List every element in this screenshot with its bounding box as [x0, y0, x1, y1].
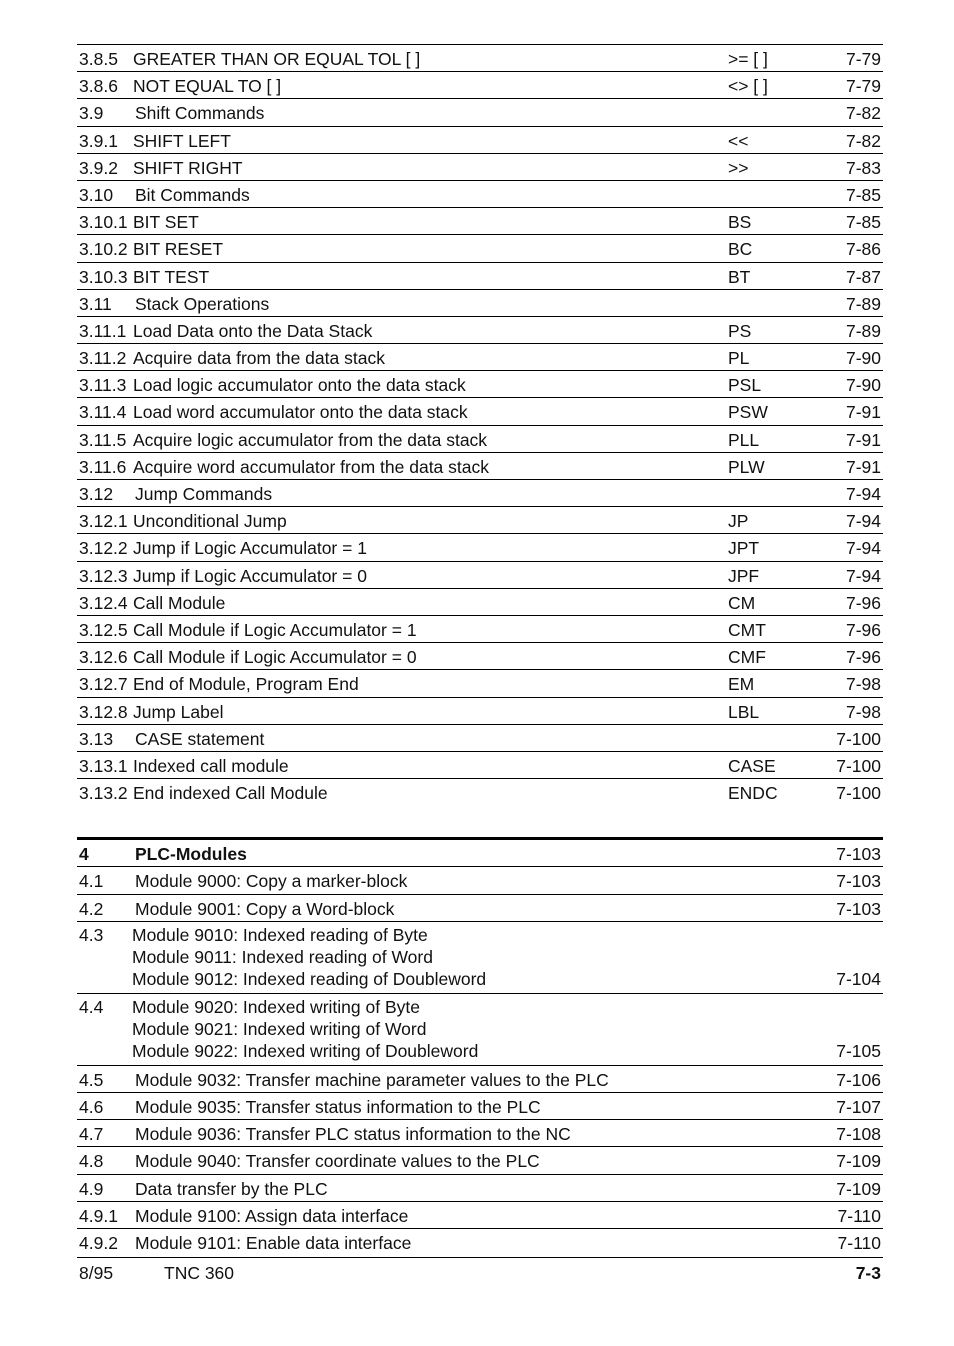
- toc-number: 3.11.4: [79, 402, 127, 423]
- toc-title: Module 9011: Indexed reading of Word: [132, 946, 433, 967]
- toc-page: 7-94: [845, 538, 881, 559]
- toc-title-line: [132, 968, 883, 990]
- toc-row[interactable]: [77, 895, 883, 922]
- toc-row[interactable]: [77, 1093, 883, 1120]
- toc-row[interactable]: [77, 562, 883, 589]
- toc-number: 4.4: [79, 996, 104, 1017]
- toc-row[interactable]: [77, 371, 883, 398]
- toc-command-code: PL: [728, 348, 750, 369]
- toc-page: 7-82: [845, 130, 881, 151]
- toc-command-code: PLL: [728, 429, 760, 450]
- toc-title: Bit Commands: [135, 184, 250, 205]
- toc-page: 7-87: [845, 266, 881, 287]
- toc-title-line: [132, 1018, 883, 1040]
- toc-row[interactable]: [77, 290, 883, 317]
- toc-page: 7-106: [836, 1069, 881, 1090]
- toc-row[interactable]: [77, 480, 883, 507]
- toc-row[interactable]: [77, 426, 883, 453]
- toc-title: Jump if Logic Accumulator = 1: [133, 538, 367, 559]
- toc-title: Call Module: [133, 592, 226, 613]
- toc-row[interactable]: [77, 616, 883, 643]
- toc-number: 3.11.6: [79, 456, 127, 477]
- toc-number: 3.10.3: [79, 266, 128, 287]
- toc-number: 3.13: [79, 728, 114, 749]
- toc-number: 3.8.6: [79, 76, 118, 97]
- toc-row[interactable]: [77, 867, 883, 894]
- toc-row[interactable]: [77, 670, 883, 697]
- toc-row[interactable]: [77, 72, 883, 99]
- toc-number: 3.11.5: [79, 429, 127, 450]
- toc-title: Module 9101: Enable data interface: [135, 1232, 412, 1253]
- toc-number: 3.9.1: [79, 130, 118, 151]
- toc-command-code: <> [ ]: [728, 76, 768, 97]
- toc-page: 7-96: [845, 592, 881, 613]
- toc-command-code: BC: [728, 239, 753, 260]
- toc-title-line: [132, 996, 883, 1018]
- toc-page: 7-79: [845, 49, 881, 69]
- toc-row[interactable]: [77, 779, 883, 805]
- toc-row[interactable]: [77, 263, 883, 290]
- toc-number: 3.10.1: [79, 212, 128, 233]
- toc-command-code: PS: [728, 320, 752, 341]
- toc-page: 7-100: [836, 728, 881, 749]
- toc-page: 7-109: [836, 1151, 881, 1172]
- toc-title: Unconditional Jump: [133, 511, 287, 532]
- toc-row[interactable]: [77, 127, 883, 154]
- toc-command-code: BS: [728, 212, 752, 233]
- toc-number: 4.7: [79, 1124, 104, 1145]
- toc-command-code: PSL: [728, 375, 762, 396]
- toc-row[interactable]: [77, 994, 883, 1066]
- toc-title: BIT SET: [133, 212, 199, 233]
- toc-title: Module 9001: Copy a Word-block: [135, 898, 395, 919]
- toc-row[interactable]: [77, 534, 883, 561]
- toc-title: Load Data onto the Data Stack: [133, 320, 373, 341]
- toc-title: Module 9032: Transfer machine parameter values to the PLC: [135, 1069, 609, 1090]
- toc-page: 7-105: [836, 1040, 881, 1061]
- toc-number: 3.12.3: [79, 565, 128, 586]
- toc-title: Acquire data from the data stack: [133, 348, 385, 369]
- toc-row[interactable]: [77, 1066, 883, 1093]
- toc-row[interactable]: [77, 752, 883, 779]
- toc-title: Module 9036: Transfer PLC status information to the NC: [135, 1124, 571, 1145]
- toc-page: 7-86: [845, 239, 881, 260]
- toc-command-code: >>: [728, 157, 749, 178]
- toc-title: Module 9100: Assign data interface: [135, 1205, 409, 1226]
- toc-title: GREATER THAN OR EQUAL TOL [ ]: [133, 49, 421, 69]
- toc-title: Module 9012: Indexed reading of Doubleword: [132, 968, 487, 989]
- toc-command-code: JPT: [728, 538, 760, 559]
- toc-page: 7-91: [845, 402, 881, 423]
- toc-command-code: JPF: [728, 565, 760, 586]
- toc-title: Jump Commands: [135, 484, 273, 504]
- toc-title: Shift Commands: [135, 103, 265, 124]
- chapter-number: 4: [79, 844, 89, 865]
- toc-title: Call Module if Logic Accumulator = 1: [133, 619, 417, 640]
- toc-page: 7-110: [837, 1232, 881, 1253]
- toc-title: Data transfer by the PLC: [135, 1178, 328, 1199]
- toc-title: Load logic accumulator onto the data stack: [133, 375, 466, 396]
- toc-title: Indexed call module: [133, 755, 289, 776]
- toc-title-line: [132, 924, 883, 946]
- toc-command-code: LBL: [728, 701, 760, 722]
- toc-title: Module 9040: Transfer coordinate values to the PLC: [135, 1151, 540, 1172]
- toc-page: 7-103: [836, 871, 881, 892]
- toc-page: 7-79: [845, 76, 881, 97]
- toc-page: 7-94: [845, 511, 881, 532]
- toc-row[interactable]: [77, 1175, 883, 1202]
- toc-title: Module 9021: Indexed writing of Word: [132, 1018, 427, 1039]
- toc-page: 7-98: [845, 674, 881, 695]
- toc-title: SHIFT RIGHT: [133, 157, 243, 178]
- toc-title: Load word accumulator onto the data stack: [133, 402, 468, 423]
- toc-command-code: JP: [728, 511, 749, 532]
- toc-number: 3.9.2: [79, 157, 118, 178]
- toc-command-code: CMF: [728, 647, 766, 668]
- toc-number: 4.9.2: [79, 1232, 118, 1253]
- toc-page: 7-83: [845, 157, 881, 178]
- toc-number: 3.9: [79, 103, 104, 124]
- toc-title-line: [132, 946, 883, 968]
- toc-number: 3.12.7: [79, 674, 128, 695]
- toc-section-3: [77, 44, 883, 805]
- toc-page: 7-91: [845, 429, 881, 450]
- toc-page: 7-100: [836, 755, 881, 776]
- toc-number: 4.6: [79, 1097, 104, 1117]
- toc-title: NOT EQUAL TO [ ]: [133, 76, 282, 97]
- toc-row[interactable]: [77, 44, 883, 72]
- toc-row[interactable]: [77, 1120, 883, 1147]
- toc-title-line: [132, 1040, 883, 1062]
- toc-number: 3.8.5: [79, 49, 118, 69]
- toc-number: 4.2: [79, 898, 104, 919]
- toc-row[interactable]: [77, 208, 883, 235]
- toc-row[interactable]: [77, 181, 883, 208]
- toc-number: 3.12.8: [79, 701, 128, 722]
- toc-number: 3.12.5: [79, 619, 128, 640]
- toc-row[interactable]: [77, 507, 883, 534]
- toc-command-code: PLW: [728, 456, 765, 477]
- toc-number: 3.12.1: [79, 511, 128, 532]
- toc-title: Module 9020: Indexed writing of Byte: [132, 996, 420, 1017]
- toc-command-code: BT: [728, 266, 751, 287]
- toc-command-code: PSW: [728, 402, 768, 423]
- toc-title: End indexed Call Module: [133, 783, 328, 804]
- chapter-page: 7-103: [836, 844, 881, 865]
- toc-number: 3.11.2: [79, 348, 127, 369]
- toc-page: 7-108: [836, 1124, 881, 1145]
- toc-page: 7-100: [836, 783, 881, 804]
- toc-title: Jump Label: [133, 701, 224, 722]
- toc-page: 7-104: [836, 968, 881, 989]
- toc-title: Module 9010: Indexed reading of Byte: [132, 924, 428, 945]
- toc-number: 4.9: [79, 1178, 104, 1199]
- toc-section-4: [77, 837, 883, 1255]
- toc-page: 7-96: [845, 647, 881, 668]
- toc-row[interactable]: [77, 317, 883, 344]
- toc-row[interactable]: [77, 922, 883, 994]
- footer-date: 8/95: [79, 1263, 114, 1283]
- toc-title: BIT RESET: [133, 239, 224, 260]
- toc-page: 7-85: [845, 184, 881, 205]
- toc-number: 3.13.1: [79, 755, 128, 776]
- toc-command-code: CMT: [728, 619, 766, 640]
- toc-number: 3.12.2: [79, 538, 128, 559]
- toc-row[interactable]: [77, 1147, 883, 1174]
- toc-number: 3.10.2: [79, 239, 128, 260]
- toc-row[interactable]: [77, 99, 883, 126]
- toc-command-code: EM: [728, 674, 755, 695]
- toc-row[interactable]: [77, 1202, 883, 1229]
- toc-title: Module 9000: Copy a marker-block: [135, 871, 408, 892]
- toc-row[interactable]: [77, 643, 883, 670]
- toc-page: 7-90: [845, 348, 881, 369]
- toc-row[interactable]: [77, 589, 883, 616]
- toc-number: 3.12: [79, 484, 114, 504]
- toc-number: 3.12.6: [79, 647, 128, 668]
- toc-number: 3.11.3: [79, 375, 127, 396]
- toc-number: 3.11: [79, 293, 112, 314]
- toc-number: 4.5: [79, 1069, 104, 1090]
- toc-command-code: >= [ ]: [728, 49, 768, 69]
- toc-page: 7-90: [845, 375, 881, 396]
- toc-page: 7-110: [837, 1205, 881, 1226]
- toc-row[interactable]: [77, 725, 883, 752]
- chapter-title: PLC-Modules: [135, 844, 247, 865]
- toc-page: 7-94: [845, 565, 881, 586]
- toc-title: CASE statement: [135, 728, 265, 749]
- toc-title: BIT TEST: [133, 266, 210, 287]
- footer-model: TNC 360: [164, 1263, 235, 1283]
- toc-command-code: ENDC: [728, 783, 778, 804]
- toc-number: 4.3: [79, 924, 104, 945]
- toc-page: 7-82: [845, 103, 881, 124]
- toc-chapter-heading[interactable]: [77, 837, 883, 867]
- toc-title: End of Module, Program End: [133, 674, 359, 695]
- toc-command-code: <<: [728, 130, 749, 151]
- toc-page: 7-94: [845, 484, 881, 504]
- toc-number: 4.1: [79, 871, 104, 892]
- toc-title: Acquire logic accumulator from the data stack: [133, 429, 488, 450]
- toc-page: 7-89: [845, 320, 881, 341]
- toc-number: 3.10: [79, 184, 114, 205]
- toc-page: 7-91: [845, 456, 881, 477]
- toc-number: 4.9.1: [79, 1205, 118, 1226]
- toc-number: 3.13.2: [79, 783, 128, 804]
- toc-row[interactable]: [77, 398, 883, 425]
- toc-page: 7-109: [836, 1178, 881, 1199]
- toc-title: Call Module if Logic Accumulator = 0: [133, 647, 417, 668]
- toc-row[interactable]: [77, 235, 883, 262]
- toc-page: 7-103: [836, 898, 881, 919]
- table-of-contents: [77, 44, 883, 1255]
- footer-page-number: 7-3: [855, 1263, 881, 1283]
- toc-number: 4.8: [79, 1151, 104, 1172]
- toc-row[interactable]: [77, 698, 883, 725]
- toc-title: Stack Operations: [135, 293, 270, 314]
- toc-row[interactable]: [77, 154, 883, 181]
- toc-row[interactable]: [77, 344, 883, 371]
- toc-page: 7-89: [845, 293, 881, 314]
- toc-row[interactable]: [77, 1229, 883, 1255]
- toc-command-code: CASE: [728, 755, 776, 776]
- toc-title: Module 9035: Transfer status information to the PLC: [135, 1097, 541, 1117]
- toc-row[interactable]: [77, 453, 883, 480]
- toc-page: 7-85: [845, 212, 881, 233]
- toc-title: SHIFT LEFT: [133, 130, 231, 151]
- toc-title: Jump if Logic Accumulator = 0: [133, 565, 367, 586]
- toc-title: Acquire word accumulator from the data stack: [133, 456, 489, 477]
- toc-title: Module 9022: Indexed writing of Doubleword: [132, 1040, 479, 1061]
- toc-command-code: CM: [728, 592, 756, 613]
- toc-page: 7-98: [845, 701, 881, 722]
- page-footer: [77, 1257, 883, 1283]
- toc-number: 3.12.4: [79, 592, 128, 613]
- toc-page: 7-96: [845, 619, 881, 640]
- toc-number: 3.11.1: [79, 320, 127, 341]
- toc-page: 7-107: [836, 1097, 881, 1117]
